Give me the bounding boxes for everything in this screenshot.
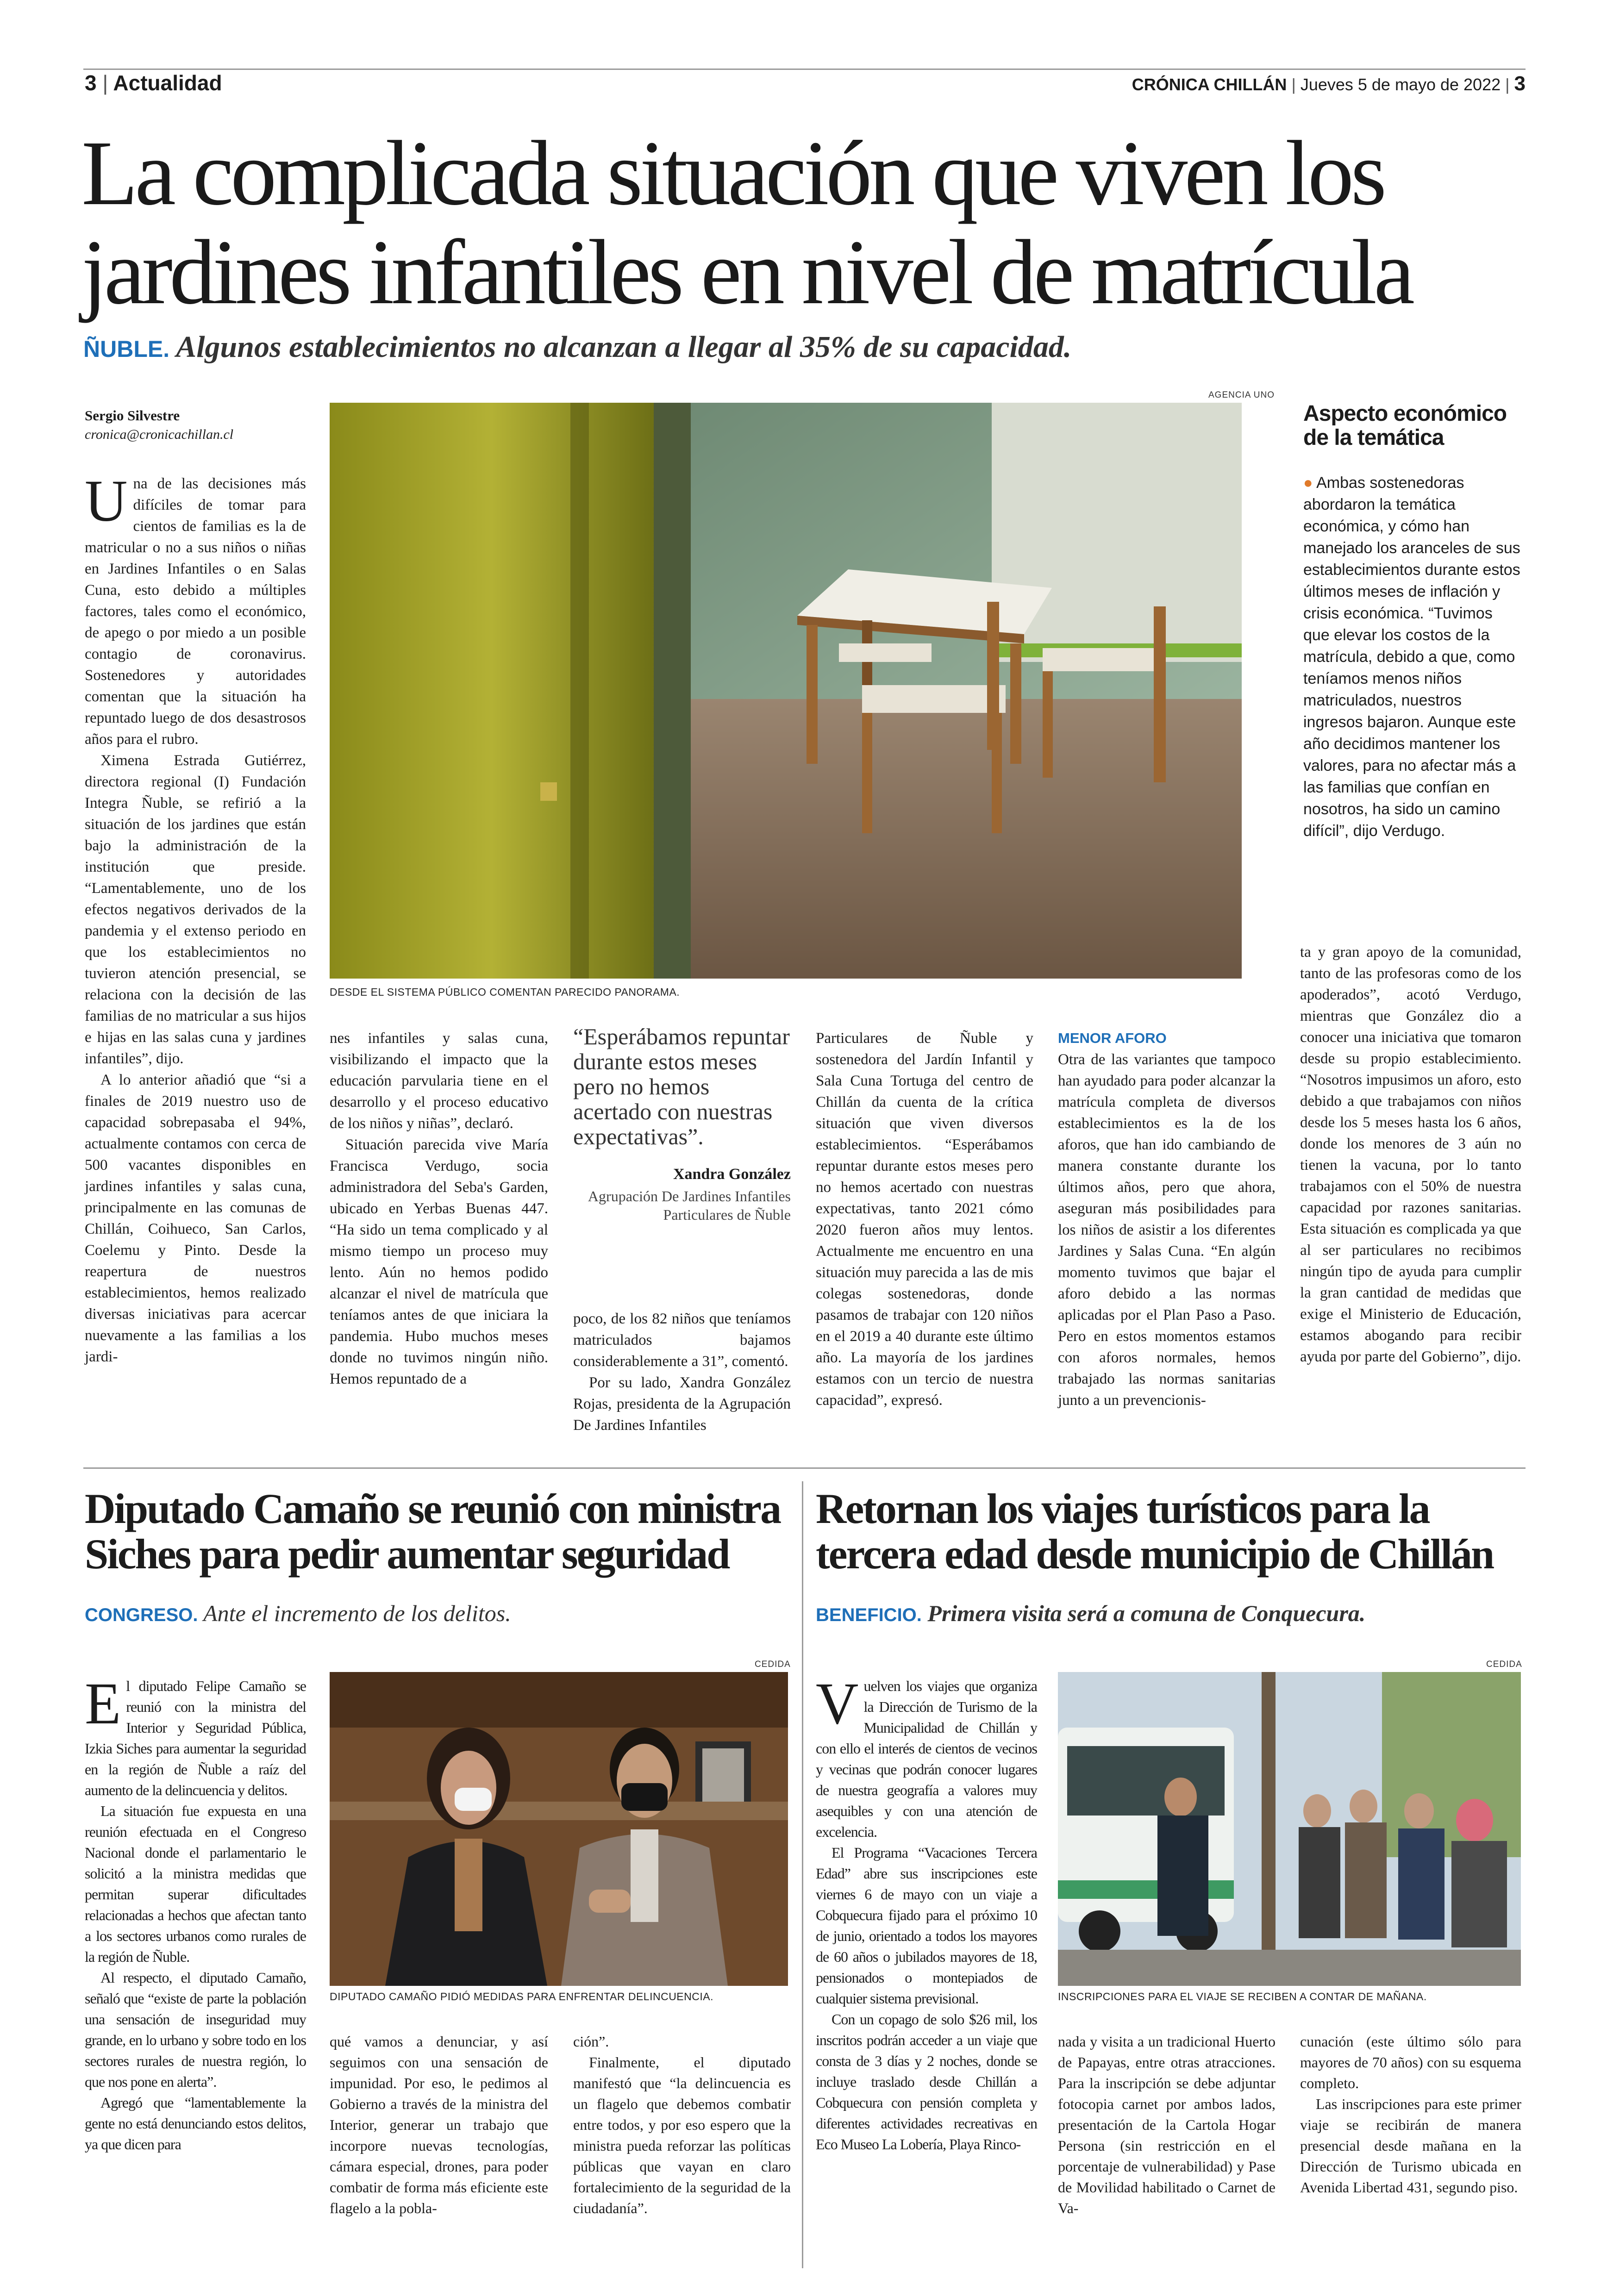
main-column-1: [85, 468, 306, 1367]
seniors-bus-photo: [1058, 1672, 1521, 1986]
pull-quote-name: Xandra González: [673, 1166, 791, 1183]
main-col1-p1: na de las decisiones más difíciles de tomar para cientos de familias es la de matricular o no a sus niños o niñas en Jardines Infantiles o en Salas Cuna, esto debido a múltiples factores, tales como el económico, de apego o por miedo a un posible contagio de coronavirus. Sostenedores y autoridades comentan que la situación ha repuntado luego de dos desastrosos años para el rubro.: [85, 475, 306, 748]
right-kicker: BENEFICIO.: [816, 1605, 922, 1625]
sidebar-text: [1303, 472, 1521, 842]
issue-date: Jueves 5 de mayo de 2022: [1300, 75, 1501, 94]
header-top-rule: [83, 69, 1526, 70]
left-col1-p1: l diputado Felipe Camaño se reunió con la ministra del Interior y Seguridad Pública, Izkia Siches para aumentar la seguridad en la región de Ñuble a raíz del aumento de la delincuencia y delitos.: [85, 1678, 306, 1798]
main-column-2: [330, 1028, 548, 1390]
left-subtitle-text: Ante el incremento de los delitos.: [203, 1600, 511, 1626]
right-subtitle-text: Primera visita será a comuna de Conquecura.: [927, 1600, 1366, 1626]
right-headline: [816, 1486, 1529, 1577]
section-divider: [83, 1467, 1526, 1469]
bottom-vertical-divider: [802, 1481, 803, 2268]
main-column-3: [573, 1308, 791, 1436]
left-col1-p2: La situación fue expuesta en una reunión efectuada en el Congreso Nacional donde el parlamentario le solicitó a la ministra medidas que permitan superar dificultades relacionadas a hechos que afectan tanto a los sectores urbanos como rurales de la región de Ñuble.: [85, 1803, 306, 1965]
main-headline-line2: jardines infantiles en nivel de matrícula: [81, 221, 1412, 324]
main-col4-p1: Particulares de Ñuble y sostenedora del Jardín Infantil y Sala Cuna Tortuga del centro de Chillán da cuenta de la crítica situación que viven diversos establecimientos. “Esperábamos repuntar durante estos meses pero no hemos acertado con nuestras expectativas, tanto 2021 cómo 2020 fueron años muy lentos. Actualmente me encuentro en una situación muy parecida a las de mis colegas sostenedoras, donde pasamos de trabajar con 120 niños en el 2019 a 40 durante este último año. La mayoría de los jardines estamos con un tercio de nuestra capacidad”, expresó.: [816, 1030, 1033, 1409]
main-photo-caption: DESDE EL SISTEMA PÚBLICO COMENTAN PARECIDO PANORAMA.: [330, 986, 680, 998]
main-col3-p1: poco, de los 82 niños que teníamos matriculados bajamos considerablemente a 31”, comentó.: [573, 1310, 791, 1370]
main-kicker: ÑUBLE.: [83, 336, 170, 362]
main-subtitle-text: Algunos establecimientos no alcanzan a llegar al 35% de su capacidad.: [176, 330, 1072, 364]
right-col1-p2: El Programa “Vacaciones Tercera Edad” abre sus inscripciones este viernes 6 de mayo con un viaje a Cobquecura fijado para el próximo 10 de junio, orientado a todos los mayores de 60 años o jubilados mayores de 18, pensionados o montepiados de cualquier sistema previsional.: [816, 1844, 1037, 2007]
left-photo: [330, 1672, 788, 1986]
right-photo-caption: INSCRIPCIONES PARA EL VIAJE SE RECIBEN A CONTAR DE MAÑANA.: [1058, 1990, 1427, 2003]
left-headline-line1: Diputado Camaño se reunió con ministra: [85, 1485, 781, 1532]
left-column-3: [573, 2031, 791, 2219]
right-photo-credit: CEDIDA: [1486, 1660, 1522, 1669]
main-subtitle: [83, 330, 1071, 365]
main-photo: [330, 403, 1242, 979]
header-right: CRÓNICA CHILLÁN | Jueves 5 de mayo de 2022 | 3: [1132, 72, 1526, 95]
right-col2-p1: nada y visita a un tradicional Huerto de Papayas, entre otras atracciones. Para la inscripción se debe adjuntar fotocopia carnet por ambos lados, presentación de la Cartola Hogar Persona (sin restricción en el porcentaje de vulnerabilidad) y Pase de Movilidad habilitado o Carnet de Va-: [1058, 2033, 1276, 2216]
page-number-right: 3: [1514, 72, 1526, 95]
left-subtitle: [85, 1600, 511, 1627]
section-name: Actualidad: [113, 71, 222, 95]
left-kicker: CONGRESO.: [85, 1605, 198, 1625]
left-headline-line2: Siches para pedir aumentar seguridad: [85, 1530, 729, 1578]
right-column-2: [1058, 2031, 1276, 2219]
right-col1-p3: Con un copago de solo $26 mil, los inscritos podrán acceder a un viaje que consta de 3 días y 2 noches, donde se incluye traslado desde Chillán a Cobquecura con pensión completa y diferentes actividades recreativas en Eco Museo La Lobería, Playa Rinco-: [816, 2011, 1037, 2152]
page-number-left: 3: [85, 71, 97, 95]
right-col3-p2: Las inscripciones para este primer viaje se recibirán de manera presencial desde mañana en la Dirección de Turismo ubicada en Avenida Libertad 431, segundo piso.: [1300, 2096, 1521, 2196]
left-col3-p1: ción”.: [573, 2033, 609, 2050]
pull-quote-text: “Esperábamos repuntar durante estos meses pero no hemos acertado con nuestras expectativas”.: [573, 1023, 790, 1149]
author-email: cronica@cronicachillan.cl: [85, 427, 234, 442]
sidebar-body: Ambas sostenedoras abordaron la temática económica, y cómo han manejado los aranceles de sus establecimientos durante estos últimos meses de inflación y crisis económica. “Tuvimos que elevar los costos de la matrícula, debido a que, como teníamos menos niños matriculados, nuestros ingresos bajaron. Aunque este año decidimos mantener los valores, para no afectar más a las familias que confían en nosotros, ha sido un camino difícil”, dijo Verdugo.: [1303, 474, 1520, 840]
pull-quote-role: Agrupación De Jardines Infantiles Particulares de Ñuble: [588, 1188, 791, 1223]
main-photo-credit: AGENCIA UNO: [1208, 390, 1275, 400]
pull-quote: [573, 1024, 791, 1224]
right-headline-line2: tercera edad desde municipio de Chillán: [816, 1530, 1494, 1578]
left-column-2: [330, 2031, 548, 2219]
main-dropcap: U: [85, 468, 128, 534]
right-col3-p1: cunación (este último sólo para mayores de 70 años) con su esquema completo.: [1300, 2033, 1521, 2091]
right-column-3: [1300, 2031, 1521, 2198]
main-col2-p1: nes infantiles y salas cuna, visibilizando el impacto que la educación parvularia tiene en el desarrollo y el proceso educativo de los niños y niñas”, declaró.: [330, 1030, 548, 1132]
main-col6-p1: ta y gran apoyo de la comunidad, tanto de las profesoras como de los apoderados”, acotó Verdugo, mientras que González dio a conocer una iniciativa que tomaron desde su propio establecimiento. “Nosotros impusimos un aforo, esto debido a que trabajamos con niños desde los 5 meses hasta los 6 años, donde los menores de 3 aún no tienen la vacuna, por lo tanto trabajamos con el 50% de nuestra capacidad por razones sanitarias. Esta situación es complicada ya que al ser particulares no recibimos ningún tipo de ayuda para cumplir la gran cantidad de medidas que exige el Ministerio de Educación, estamos abogando para recibir ayuda por parte del Gobierno”, dijo.: [1300, 944, 1521, 1365]
right-subtitle: [816, 1600, 1365, 1627]
right-dropcap: V: [816, 1671, 858, 1736]
byline: [85, 407, 307, 443]
left-headline: [85, 1486, 793, 1577]
left-column-1: [85, 1671, 306, 2155]
left-photo-credit: CEDIDA: [755, 1660, 791, 1669]
main-col2-p2: Situación parecida vive María Francisca Verdugo, socia administradora del Seba's Garden, ubicado en Yerbas Buenas 447. “Ha sido un tema complicado y al mismo tiempo un proceso muy lento. Aún no hemos podido alcanzar el nivel de matrícula que teníamos antes de que iniciara la pandemia. Hubo muchos meses donde no tuvimos ningún niño. Hemos repuntado de a: [330, 1136, 548, 1387]
main-column-4: [816, 1028, 1033, 1411]
left-col1-p3: Al respecto, el diputado Camaño, señaló que “existe de parte la población una sensación de inseguridad muy grande, en lo urbano y sobre todo en los sectores rurales de nuestra región, lo que nos pone en alerta”.: [85, 1969, 306, 2090]
right-headline-line1: Retornan los viajes turísticos para la: [816, 1485, 1429, 1532]
main-column-6: [1300, 942, 1521, 1367]
right-photo: [1058, 1672, 1521, 1986]
right-col1-p1: uelven los viajes que organiza la Dirección de Turismo de la Municipalidad de Chillán y con ello el interés de cientos de vecinos y vecinas que podrán conocer lugares de nuestra geografía a valores muy asequibles y con una atención de excelencia.: [816, 1678, 1037, 1840]
left-dropcap: E: [85, 1671, 121, 1736]
header-left: 3 | Actualidad: [85, 71, 222, 95]
menor-aforo-heading: MENOR AFORO: [1058, 1030, 1167, 1046]
main-col1-p3: A lo anterior añadió que “si a finales de 2019 nuestro uso de capacidad sobrepasaba el 94%, actualmente contamos con cerca de 500 vacantes disponibles en jardines infantiles y salas cuna, principalmente en las comunas de Chillán, Coihueco, San Carlos, Coelemu y Pinto. Desde la reapertura de nuestros establecimientos, hemos realizado diversas iniciativas para acercar nuevamente a las familias a los jardi-: [85, 1072, 306, 1365]
minister-meeting-photo: [330, 1672, 788, 1986]
paper-name: CRÓNICA CHILLÁN: [1132, 75, 1287, 94]
main-col3-p2: Por su lado, Xandra González Rojas, presidenta de la Agrupación De Jardines Infantiles: [573, 1374, 791, 1434]
main-column-5: [1058, 1028, 1276, 1411]
main-col5-p1: Otra de las variantes que tampoco han ayudado para poder alcanzar la matrícula completa de diversos establecimientos es la de los aforos, que han ido cambiando de manera constante durante los últimos años, pero que ahora, aseguran más posibilidades para los niños de asistir a los diferentes Jardines y Salas Cuna. “En algún momento tuvimos que bajar el aforo debido a las normas aplicadas por el Plan Paso a Paso. Pero en estos momentos estamos con aforos normales, hemos trabajado las normas sanitarias junto a un prevencionis-: [1058, 1051, 1276, 1409]
sidebar-title: Aspecto económico de la temática: [1303, 401, 1507, 450]
left-col2-p1: qué vamos a denunciar, y así seguimos con una sensación de impunidad. Por eso, le pedimos al Gobierno a través de la ministra del Interior, generar un trabajo que incorpore nuevas tecnologías, cámara especial, drones, para poder combatir de forma más eficiente este flagelo a la pobla-: [330, 2033, 548, 2216]
main-col1-p2: Ximena Estrada Gutiérrez, directora regional (I) Fundación Integra Ñuble, se refirió a la situación de los jardines que están bajo la administración de la institución que preside. “Lamentablemente, uno de los efectos negativos derivados de la pandemia y el extenso periodo en que los establecimientos no tuvieron atención presencial, se relaciona con la decisión de las familias de no matricular a sus hijos e hijas en las salas cuna y jardines infantiles”, dijo.: [85, 752, 306, 1067]
right-column-1: [816, 1671, 1037, 2155]
left-col3-p2: Finalmente, el diputado manifestó que “la delincuencia es un flagelo que debemos combatir entre todos, y por eso espero que la ministra pueda reforzar las políticas públicas que vayan en claro fortalecimiento de la seguridad de la ciudadanía”.: [573, 2054, 791, 2216]
left-photo-caption: DIPUTADO CAMAÑO PIDIÓ MEDIDAS PARA ENFRENTAR DELINCUENCIA.: [330, 1990, 713, 2003]
main-headline-line1: La complicada situación que viven los: [81, 122, 1384, 225]
classroom-table-photo: [330, 403, 1242, 979]
left-col1-p4: Agregó que “lamentablemente la gente no está denunciando estos delitos, ya que dicen para: [85, 2094, 306, 2152]
sidebar-bullet: ●: [1303, 474, 1313, 492]
main-headline: [81, 124, 1531, 322]
author-name: Sergio Silvestre: [85, 407, 180, 424]
